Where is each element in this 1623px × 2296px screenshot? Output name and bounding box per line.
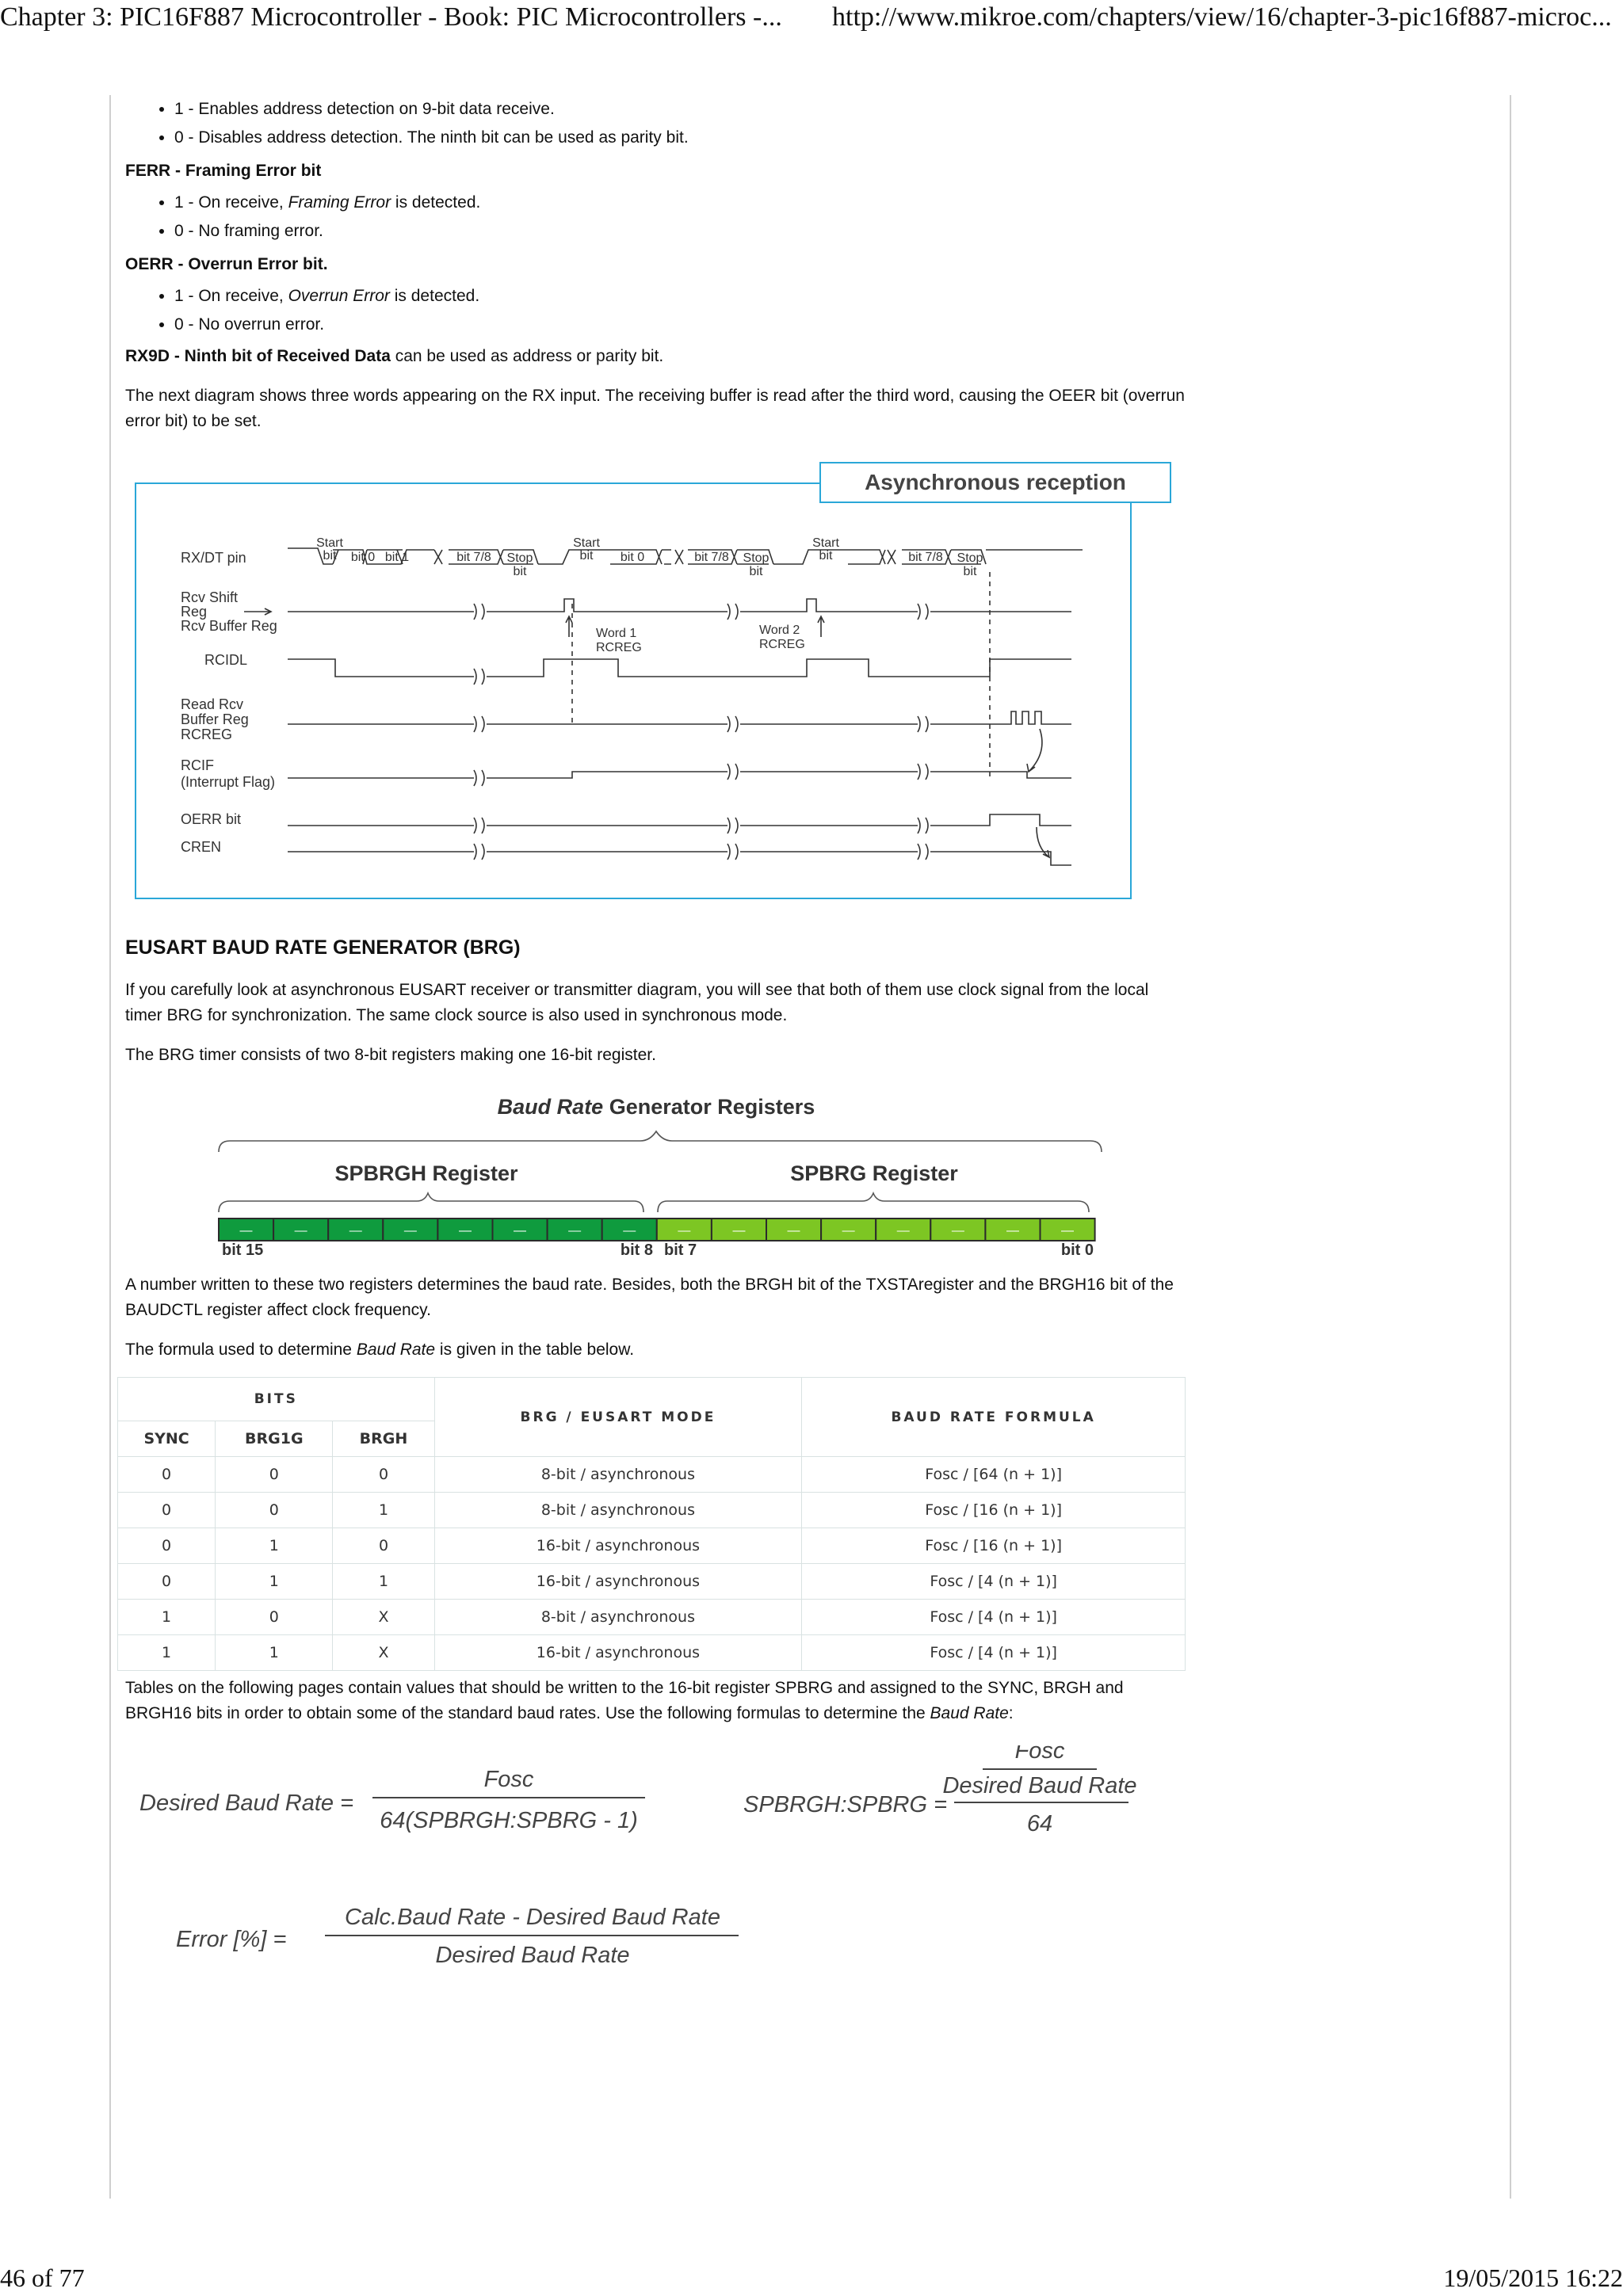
bit15-label: bit 15 (222, 1241, 264, 1259)
page-number: 46 of 77 (0, 2264, 85, 2292)
table-cell: 8-bit / asynchronous (434, 1457, 802, 1493)
list-item: • 0 - No overrun error. (174, 312, 1187, 338)
register-bit-value: — (1006, 1224, 1019, 1238)
start-label: Start (812, 536, 839, 550)
start-bit-label: bit (579, 549, 594, 563)
brg-heading: EUSART BAUD RATE GENERATOR (BRG) (125, 936, 521, 959)
th-mode: BRG / EUSART MODE (434, 1378, 802, 1457)
register-title: Baud Rate Generator Registers (497, 1095, 815, 1119)
table-row (118, 1564, 1186, 1600)
list-item: • 1 - Enables address detection on 9-bit data receive. (174, 97, 1187, 122)
tables-paragraph (125, 1676, 1187, 1726)
print-url: http://www.mikroe.com/chapters/view/16/chapter-3-pic16f887-microc... (832, 2, 1612, 32)
oerr-heading: OERR - Overrun Error bit. (125, 255, 328, 273)
label-cren: CREN (181, 839, 222, 855)
stop-label: Stop (506, 551, 533, 565)
table-row (118, 1600, 1186, 1635)
table-cell: 1 (216, 1564, 333, 1600)
register-bit-value: — (842, 1224, 855, 1238)
register-bit-value: — (951, 1224, 964, 1238)
word1-label: Word 1 (596, 627, 637, 640)
register-bit-value: — (787, 1224, 800, 1238)
register-cells (219, 1219, 1095, 1241)
f3-lhs: Error [%] = (176, 1927, 287, 1952)
text: The formula used to determine (125, 1341, 357, 1359)
table-cell: 0 (118, 1564, 216, 1600)
ferr-list (125, 190, 1187, 244)
table-cell: 0 (118, 1457, 216, 1493)
f2-lhs: SPBRGH:SPBRG = (743, 1792, 948, 1817)
emphasis: Baud Rate (930, 1704, 1009, 1722)
stop-bit-label: bit (963, 565, 977, 578)
emphasis: Overrun Error (288, 287, 390, 305)
label-rcreg: RCREG (181, 727, 233, 742)
text: can be used as address or parity bit. (390, 347, 664, 365)
bit78-label: bit 7/8 (456, 551, 491, 564)
f2-mid: Desired Baud Rate (942, 1773, 1137, 1798)
formulas (125, 1745, 1187, 2007)
start-bit-label: bit (819, 549, 833, 563)
table-cell: 0 (333, 1528, 434, 1564)
f3-num: Calc.Baud Rate - Desired Baud Rate (345, 1905, 720, 1930)
table-cell: 8-bit / asynchronous (434, 1493, 802, 1528)
table-cell: 1 (118, 1635, 216, 1671)
table-row (118, 1493, 1186, 1528)
brg-p1: If you carefully look at asynchronous EUSART receiver or transmitter diagram, you will see that both of them use clock signal from the local timer BRG for synchronization. The same clock source is also used in synchronous mode. (125, 981, 1149, 1024)
word2-label: Word 2 (759, 624, 800, 637)
bit78-label: bit 7/8 (908, 551, 943, 564)
oerr-list (125, 284, 1187, 338)
label-interrupt-flag: (Interrupt Flag) (181, 774, 276, 790)
adden-list (125, 97, 1187, 151)
table-cell: 0 (216, 1600, 333, 1635)
list-item (174, 284, 1187, 309)
bit78-label: bit 7/8 (694, 551, 729, 564)
register-bit-value: — (458, 1224, 472, 1238)
print-title: Chapter 3: PIC16F887 Microcontroller - Book: PIC Microcontrollers -... (0, 2, 782, 32)
f2-den: 64 (1026, 1811, 1053, 1836)
page-content (125, 93, 1187, 2007)
right-border (1510, 95, 1511, 2199)
label-rxdt: RX/DT pin (181, 550, 246, 566)
timing-title: Asynchronous reception (865, 470, 1126, 494)
table-body (118, 1457, 1186, 1671)
list-item: • 0 - No framing error. (174, 219, 1187, 244)
stop-label: Stop (743, 551, 769, 565)
start-bit-label: bit (323, 549, 337, 563)
register-bit-value: — (732, 1224, 746, 1238)
table-cell: Fosc / [4 (n + 1)] (802, 1635, 1186, 1671)
word2-rcreg: RCREG (759, 638, 805, 651)
emphasis: Baud Rate (356, 1341, 436, 1359)
rx9d-paragraph (125, 344, 1187, 369)
table-cell: 8-bit / asynchronous (434, 1600, 802, 1635)
register-bit-value: — (1061, 1224, 1075, 1238)
list-item: • 0 - Disables address detection. The ninth bit can be used as parity bit. (174, 125, 1187, 151)
text: 1 - On receive, (174, 287, 288, 305)
table-cell: Fosc / [4 (n + 1)] (802, 1600, 1186, 1635)
label-reg: Reg (181, 604, 208, 620)
th-brg1g: BRG1G (216, 1421, 333, 1457)
table-cell: 0 (216, 1493, 333, 1528)
bit8-label: bit 8 (620, 1241, 653, 1259)
table-row (118, 1528, 1186, 1564)
formulas-svg (125, 1745, 1187, 2007)
table-cell: 1 (333, 1493, 434, 1528)
table-cell: 16-bit / asynchronous (434, 1528, 802, 1564)
register-bit-value: — (403, 1224, 417, 1238)
table-cell: 16-bit / asynchronous (434, 1635, 802, 1671)
table-cell: Fosc / [4 (n + 1)] (802, 1564, 1186, 1600)
print-datetime: 19/05/2015 16:22 (1443, 2264, 1623, 2292)
register-diagram-svg (125, 1076, 1187, 1266)
spbrg-label: SPBRG Register (790, 1161, 958, 1185)
th-brgh: BRGH (333, 1421, 434, 1457)
bit1-label: bit 1 (384, 551, 410, 564)
after-register-paragraph: A number written to these two registers determines the baud rate. Besides, both the BRGH bit of the TXSTAregister and the BRGH16 bit of the BAUDCTL register affect clock frequency. (125, 1276, 1174, 1319)
f1-lhs: Desired Baud Rate = (139, 1791, 354, 1816)
table-cell: 0 (216, 1457, 333, 1493)
table-row (118, 1635, 1186, 1671)
f1-den: 64(SPBRGH:SPBRG - 1) (380, 1808, 638, 1833)
stop-label: Stop (957, 551, 983, 565)
left-border (109, 95, 111, 2199)
timing-diagram (125, 453, 1187, 913)
diagram-intro: The next diagram shows three words appearing on the RX input. The receiving buffer is read after the third word, causing the OEER bit (overrun error bit) to be set. (125, 387, 1185, 430)
text: is detected. (389, 287, 480, 305)
register-bit-value: — (623, 1224, 636, 1238)
text: Tables on the following pages contain values that should be written to the 16-bit register SPBRG and assigned to the SYNC, BRGH and BRGH16 bits in order to obtain some of the standard baud rates. Use the following formulas to determine the (125, 1679, 1124, 1722)
brg-p2: The BRG timer consists of two 8-bit registers making one 16-bit register. (125, 1046, 656, 1064)
print-header (0, 0, 1623, 35)
table-cell: Fosc / [16 (n + 1)] (802, 1528, 1186, 1564)
timing-diagram-svg (0, 453, 1126, 913)
print-footer (0, 2262, 1623, 2294)
register-bit-value: — (514, 1224, 527, 1238)
rx9d-bold: RX9D - Ninth bit of Received Data (125, 347, 391, 365)
ferr-heading: FERR - Framing Error bit (125, 162, 322, 180)
label-read-rcv: Read Rcv (181, 696, 244, 712)
text: is detected. (391, 193, 481, 212)
word1-rcreg: RCREG (596, 641, 642, 654)
register-bit-value: — (349, 1224, 362, 1238)
table-cell: 1 (118, 1600, 216, 1635)
start-label: Start (573, 536, 600, 550)
table-cell: 0 (333, 1457, 434, 1493)
emphasis: Framing Error (288, 193, 391, 212)
bit7-label: bit 7 (664, 1241, 697, 1259)
label-rcif: RCIF (181, 757, 214, 773)
table-cell: Fosc / [16 (n + 1)] (802, 1493, 1186, 1528)
register-diagram (125, 1076, 1187, 1266)
register-bit-value: — (678, 1224, 691, 1238)
table-cell: 0 (118, 1528, 216, 1564)
th-formula: BAUD RATE FORMULA (802, 1378, 1186, 1457)
table-cell: 0 (118, 1493, 216, 1528)
table-cell: 1 (333, 1564, 434, 1600)
table-cell: Fosc / [64 (n + 1)] (802, 1457, 1186, 1493)
stop-bit-label: bit (749, 565, 763, 578)
formula-intro (125, 1337, 1187, 1363)
table-cell: X (333, 1600, 434, 1635)
label-rcidl: RCIDL (204, 652, 248, 668)
label-buffer-reg: Buffer Reg (181, 711, 249, 727)
register-bit-value: — (239, 1224, 253, 1238)
bit0-label: bit 0 (620, 551, 645, 564)
text: : (1008, 1704, 1014, 1722)
label-rcv-shift: Rcv Shift (181, 589, 239, 605)
th-sync: SYNC (118, 1421, 216, 1457)
table-cell: 1 (216, 1635, 333, 1671)
baud-rate-table (117, 1377, 1186, 1671)
register-bit-value: — (294, 1224, 307, 1238)
table-cell: X (333, 1635, 434, 1671)
table-cell: 1 (216, 1528, 333, 1564)
start-label: Start (316, 536, 343, 550)
table-row (118, 1457, 1186, 1493)
bit0-label: bit 0 (350, 551, 376, 564)
text: is given in the table below. (435, 1341, 635, 1359)
bit0-label: bit 0 (1060, 1241, 1094, 1259)
stop-bit-label: bit (513, 565, 527, 578)
label-oerr: OERR bit (181, 811, 242, 827)
spbrgh-label: SPBRGH Register (334, 1161, 518, 1185)
list-item (174, 190, 1187, 215)
th-bits: BITS (118, 1378, 435, 1421)
f2-num: Fosc (1014, 1745, 1065, 1764)
register-bit-value: — (896, 1224, 910, 1238)
table-cell: 16-bit / asynchronous (434, 1564, 802, 1600)
f1-num: Fosc (483, 1767, 534, 1792)
f3-den: Desired Baud Rate (435, 1943, 630, 1968)
register-bit-value: — (568, 1224, 582, 1238)
text: 1 - On receive, (174, 193, 288, 212)
label-rcv-buffer: Rcv Buffer Reg (181, 618, 277, 634)
